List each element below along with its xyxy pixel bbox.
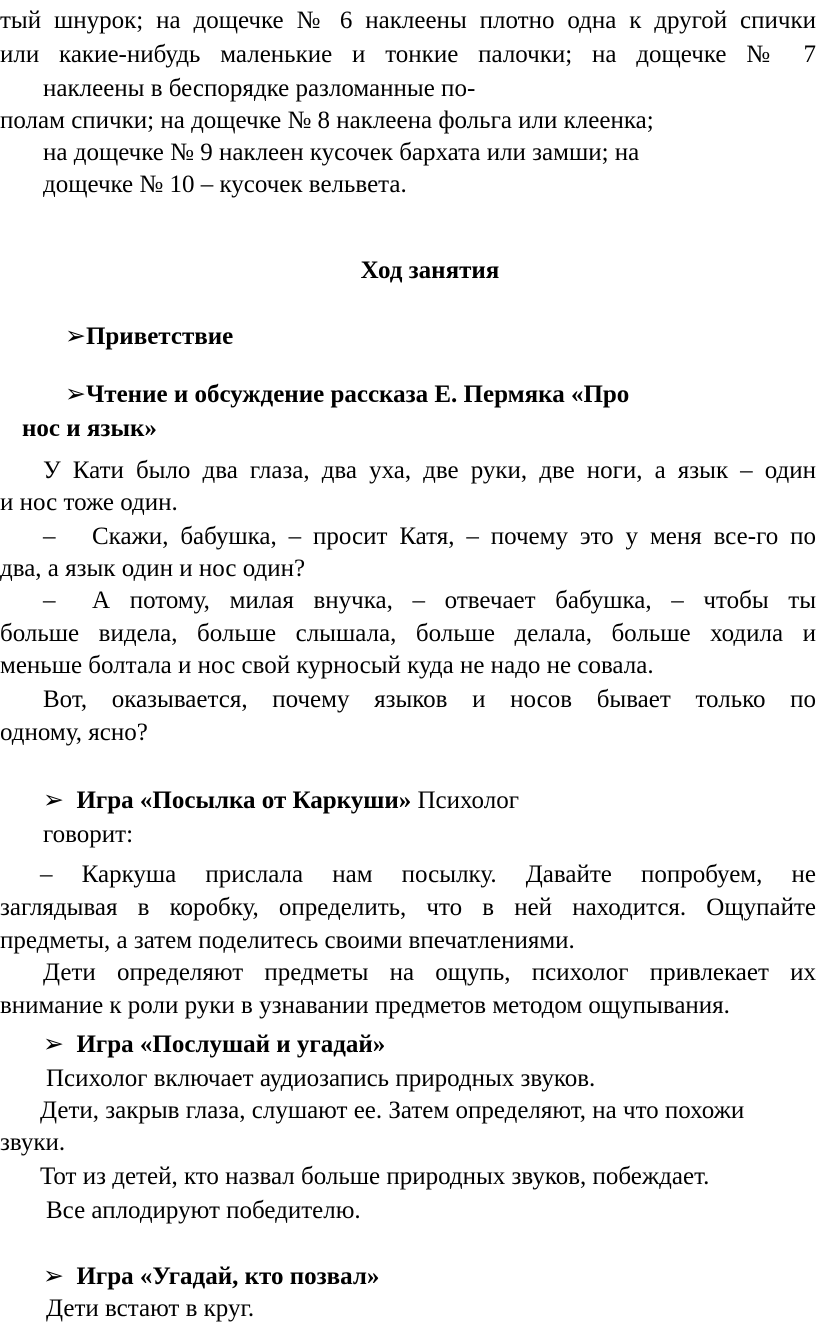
listen-game-heading-text: Игра «Послушай и угадай» [76,1031,386,1058]
intro-line: тый шнурок; на дощечке № 6 наклеены плотно одна к другой спички [0,7,816,34]
arrow-bullet-icon: ➢ [43,787,64,814]
reading-paragraph-line: и нос тоже один. [0,489,178,516]
parcel-game-heading-text: Игра «Посылка от Каркуши» [76,787,412,814]
reading-heading [65,380,816,410]
intro-line: или какие-нибудь маленькие и тонкие палочки; на дощечке № 7 [0,41,816,68]
reading-paragraph-line: меньше болтала и нос свой курносый куда не надо не совала. [0,652,654,679]
reading-heading-text: Чтение и обсуждение рассказа Е. Пермяка «Про [85,381,630,408]
listen-game-heading [43,1030,816,1060]
intro-line: на дощечке № 9 наклеен кусочек бархата или замши; на [43,139,640,166]
intro-line: дощечке № 10 – кусочек вельвета. [43,171,407,198]
listen-game-line: Тот из детей, кто назвал больше природных звуков, побеждает. [40,1163,710,1190]
greeting-heading [65,322,816,352]
dialogue-dash: – [43,587,56,614]
section-title: Ход занятия [360,257,500,284]
intro-line: полам спички; на дощечке № 8 наклеена фольга или клеенка; [0,107,654,134]
arrow-bullet-icon: ➢ [43,1263,64,1290]
parcel-game-heading-line2: говорит: [43,821,134,848]
parcel-paragraph-line: Дети определяют предметы на ощупь, психолог привлекает их [43,959,816,986]
reading-paragraph-line: Вот, оказывается, почему языков и носов бывает только по [43,686,816,713]
reading-paragraph-line: А потому, милая внучка, – отвечает бабушка, – чтобы ты [92,587,816,614]
reading-paragraph-line: Скажи, бабушка, – просит Катя, – почему это у меня все-го по [92,523,816,550]
arrow-bullet-icon: ➢ [43,1031,64,1058]
parcel-game-heading-tail: Психолог [417,787,519,814]
guess-game-heading [43,1262,816,1292]
dialogue-dash: – [43,523,56,550]
listen-game-line: Все аплодируют победителю. [46,1197,361,1224]
greeting-heading-text: Приветствие [85,323,234,350]
arrow-bullet-icon: ➢ [65,323,86,350]
guess-game-heading-text: Игра «Угадай, кто позвал» [76,1263,380,1290]
listen-game-line: звуки. [0,1129,66,1156]
arrow-bullet-icon: ➢ [65,381,86,408]
intro-line: наклеены в беспорядке разломанные по- [43,75,476,102]
reading-paragraph-line: больше видела, больше слышала, больше делала, больше ходила и [0,620,816,647]
parcel-paragraph-line: внимание к роли руки в узнавании предметов методом ощупывания. [0,992,730,1019]
reading-paragraph-line: одному, ясно? [0,719,148,746]
parcel-game-heading [43,786,816,816]
guess-game-line: Дети встают в круг. [46,1295,255,1322]
reading-paragraph-line: У Кати было два глаза, два уха, две руки, две ноги, а язык – один [43,457,816,484]
listen-game-line: Психолог включает аудиозапись природных звуков. [46,1065,596,1092]
parcel-paragraph-line: – Каркуша прислала нам посылку. Давайте попробуем, не [40,861,816,888]
listen-game-line: Дети, закрыв глаза, слушают ее. Затем определяют, на что похожи [40,1097,745,1124]
parcel-paragraph-line: заглядывая в коробку, определить, что в ней находится. Ощупайте [0,894,816,921]
parcel-paragraph-line: предметы, а затем поделитесь своими впечатлениями. [0,927,575,954]
reading-heading-line2: нос и язык» [22,415,157,442]
reading-paragraph-line: два, а язык один и нос один? [0,555,306,582]
